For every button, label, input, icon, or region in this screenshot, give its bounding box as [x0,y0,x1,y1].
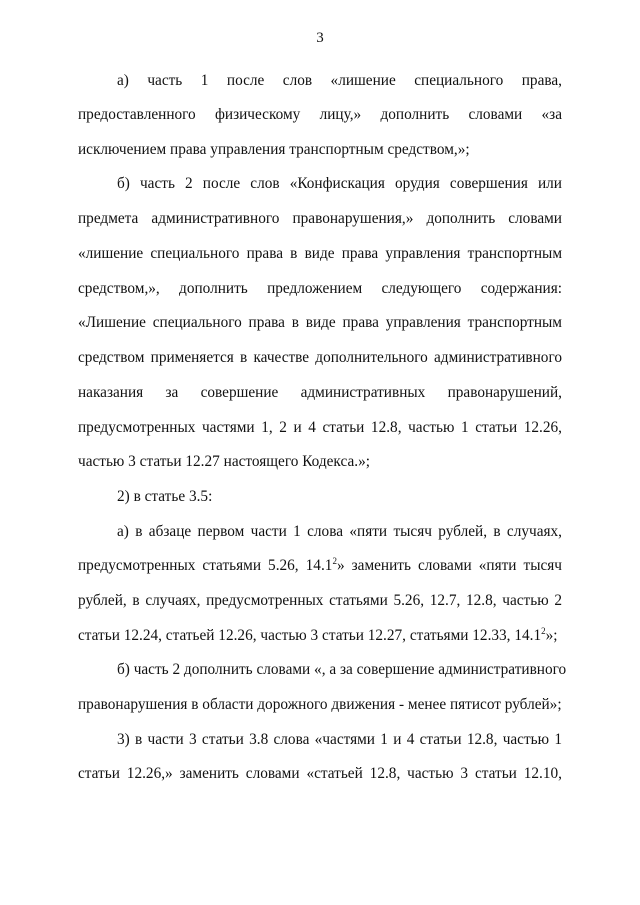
text-line-with-superscript [78,626,562,646]
text-line: б) часть 2 после слов «Конфискация орудия совершения или [117,175,562,192]
text-line: а) часть 1 после слов «лишение специального права, [117,72,562,89]
text-line: а) в абзаце первом части 1 слова «пяти тысяч рублей, в случаях, [117,523,562,540]
page-number: 3 [316,30,324,46]
text-line: рублей, в случаях, предусмотренных статьями 5.26, 12.7, 12.8, частью 2 [78,592,562,609]
text-fragment: »; [545,627,558,644]
text-fragment: предусмотренных статьями 5.26, 14.1 [78,557,333,574]
text-line: б) часть 2 дополнить словами «, а за совершение административного [117,661,567,678]
text-line: 3) в части 3 статьи 3.8 слова «частями 1 и 4 статьи 12.8, частью 1 [117,731,562,748]
text-line: предоставленного физическому лицу,» дополнить словами «за [78,106,562,123]
text-line: «лишение специального права в виде права управления транспортным [78,245,562,262]
text-fragment: » заменить словами «пяти тысяч [336,557,562,574]
text-line: предусмотренных частями 1, 2 и 4 статьи 12.8, частью 1 статьи 12.26, [78,419,562,436]
superscript: 2 [332,556,337,566]
superscript: 2 [541,626,546,636]
text-line: средством применяется в качестве дополнительного административного [78,349,562,366]
text-line: правонарушения в области дорожного движения - менее пятисот рублей»; [78,696,562,713]
text-line: средством,», дополнить предложением следующего содержания: [78,280,562,297]
text-line: частью 3 статьи 12.27 настоящего Кодекса.»; [78,453,370,470]
text-line: «Лишение специального права в виде права управления транспортным [78,314,562,331]
text-line: исключением права управления транспортным средством,»; [78,141,470,158]
text-line-with-superscript [78,556,562,576]
text-fragment: статьи 12.24, статьей 12.26, частью 3 статьи 12.27, статьями 12.33, 14.1 [78,627,542,644]
text-line: статьи 12.26,» заменить словами «статьей 12.8, частью 3 статьи 12.10, [78,765,562,782]
text-line: предмета административного правонарушения,» дополнить словами [78,210,562,227]
text-line: 2) в статье 3.5: [117,488,213,505]
text-line: наказания за совершение административных правонарушений, [78,384,562,401]
